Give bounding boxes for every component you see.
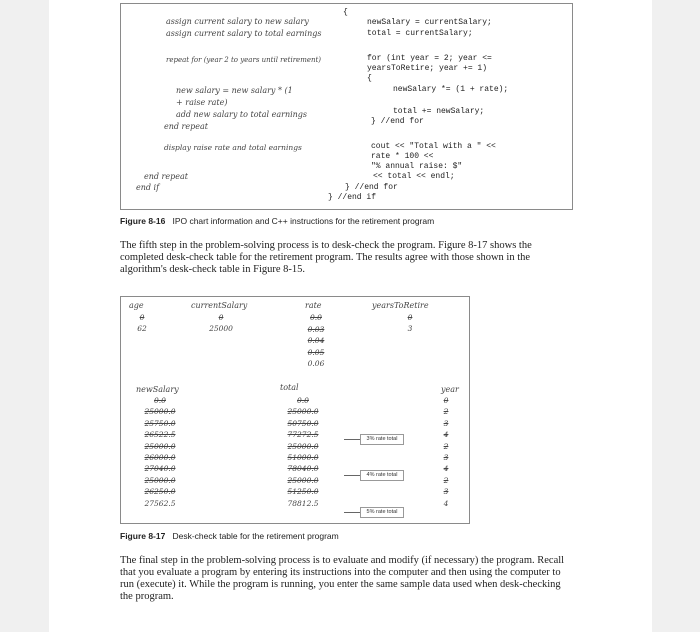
textbook-page bbox=[49, 0, 652, 632]
table-cell-newSalary: 25000.0 bbox=[144, 441, 176, 451]
code-line: for (int year = 2; year <= bbox=[367, 54, 492, 63]
table-cell-total: 78812.5 bbox=[287, 498, 319, 508]
body-paragraph: The final step in the problem-solving process is to evaluate and modify (if necessary) the program. Recall that you evaluate a program by entering its instructions into the computer and then using the computer to run (execute) it. While the program is running, you enter the same sample data used when desk-checking the program. bbox=[120, 555, 565, 602]
algorithm-line: new salary = new salary * (1 bbox=[176, 86, 293, 95]
table-cell-age: 0 bbox=[139, 313, 145, 322]
figure-caption bbox=[120, 531, 339, 541]
table-cell-newSalary: 26250.0 bbox=[144, 487, 176, 497]
code-line: rate * 100 << bbox=[371, 152, 434, 161]
table-cell-currentSalary: 0 bbox=[218, 313, 224, 322]
column-header: age bbox=[129, 301, 144, 310]
note-label: 3% rate total bbox=[360, 434, 404, 445]
table-cell-total: 25000.0 bbox=[287, 441, 319, 451]
table-cell-newSalary: 25000.0 bbox=[144, 475, 176, 485]
table-cell-year: 3 bbox=[443, 487, 449, 497]
figure-label: Figure 8-17 bbox=[120, 531, 166, 541]
table-cell-rate: 0.03 bbox=[307, 324, 325, 334]
table-cell-total: 0.0 bbox=[297, 396, 309, 405]
body-paragraph: The fifth step in the problem-solving process is to desk-check the program. Figure 8-17 shows the completed desk-check table for the retirement program. The results agree with those shown in the algorithm's desk-check table in Figure 8-15. bbox=[120, 240, 532, 275]
table-cell-total: 77272.5 bbox=[287, 430, 319, 440]
table-cell-currentSalary: 25000 bbox=[209, 324, 233, 333]
table-cell-rate: 0.05 bbox=[307, 347, 325, 357]
table-cell-year: 4 bbox=[443, 430, 449, 440]
code-line: cout << "Total with a " << bbox=[371, 142, 496, 151]
code-line: << total << endl; bbox=[373, 172, 455, 181]
table-cell-year: 2 bbox=[443, 475, 449, 485]
table-cell-year: 2 bbox=[443, 441, 449, 451]
code-line: newSalary = currentSalary; bbox=[367, 18, 492, 27]
code-line: } //end for bbox=[371, 117, 424, 126]
note-connector bbox=[344, 475, 360, 476]
ipo-chart-box bbox=[120, 3, 573, 210]
algorithm-line: assign current salary to new salary bbox=[166, 17, 309, 26]
table-cell-year: 3 bbox=[443, 453, 449, 462]
code-line: total += newSalary; bbox=[393, 107, 485, 116]
column-header: year bbox=[441, 385, 459, 394]
algorithm-line: add new salary to total earnings bbox=[176, 110, 308, 119]
note-connector bbox=[344, 439, 360, 440]
table-cell-year: 4 bbox=[443, 498, 449, 508]
table-cell-newSalary: 27040.0 bbox=[144, 464, 176, 474]
table-cell-newSalary: 25750.0 bbox=[144, 418, 176, 428]
column-header: rate bbox=[305, 301, 322, 310]
table-cell-total: 78040.0 bbox=[287, 464, 319, 474]
table-cell-total: 25000.0 bbox=[287, 475, 319, 485]
figure-caption-text: Desk-check table for the retirement program bbox=[172, 531, 339, 541]
table-cell-newSalary: 26522.5 bbox=[144, 430, 176, 440]
algorithm-line: repeat for (year 2 to years until retirement) bbox=[166, 56, 322, 64]
table-cell-rate: 0.04 bbox=[307, 336, 325, 345]
table-cell-total: 51250.0 bbox=[287, 487, 319, 497]
code-line: newSalary *= (1 + rate); bbox=[393, 85, 509, 94]
table-cell-age: 62 bbox=[137, 324, 147, 333]
note-label: 4% rate total bbox=[360, 470, 404, 481]
column-header: total bbox=[280, 383, 299, 392]
note-label: 5% rate total bbox=[360, 507, 404, 518]
algorithm-line: end if bbox=[136, 183, 160, 192]
column-header: currentSalary bbox=[191, 301, 248, 310]
table-cell-yearsToRetire: 0 bbox=[407, 313, 413, 322]
desk-check-table bbox=[120, 296, 470, 524]
code-line: total = currentSalary; bbox=[367, 29, 473, 38]
table-cell-year: 4 bbox=[443, 464, 449, 474]
figure-caption-text: IPO chart information and C++ instructions for the retirement program bbox=[172, 216, 435, 226]
table-cell-newSalary: 0.0 bbox=[154, 396, 166, 405]
table-cell-total: 50750.0 bbox=[287, 418, 319, 428]
column-header: newSalary bbox=[136, 385, 179, 394]
table-cell-newSalary: 26000.0 bbox=[144, 453, 176, 462]
code-line: yearsToRetire; year += 1) bbox=[367, 64, 488, 73]
figure-caption bbox=[120, 216, 434, 226]
table-cell-year: 2 bbox=[443, 407, 449, 417]
table-cell-yearsToRetire: 3 bbox=[407, 324, 413, 333]
code-line: } //end if bbox=[328, 193, 377, 202]
code-line: } //end for bbox=[345, 183, 398, 192]
algorithm-line: end repeat bbox=[164, 122, 208, 131]
algorithm-line: display raise rate and total earnings bbox=[164, 143, 302, 152]
code-line: { bbox=[367, 74, 372, 83]
code-line: { bbox=[343, 8, 348, 17]
table-cell-rate: 0.06 bbox=[307, 359, 325, 368]
figure-label: Figure 8-16 bbox=[120, 216, 166, 226]
table-cell-rate: 0.0 bbox=[310, 313, 322, 322]
algorithm-line: end repeat bbox=[144, 172, 188, 181]
note-connector bbox=[344, 512, 360, 513]
table-cell-total: 51000.0 bbox=[287, 453, 319, 462]
algorithm-line: + raise rate) bbox=[176, 98, 228, 107]
table-cell-newSalary: 25000.0 bbox=[144, 407, 176, 417]
table-cell-total: 25000.0 bbox=[287, 407, 319, 417]
code-line: "% annual raise: $" bbox=[371, 162, 463, 171]
table-cell-newSalary: 27562.5 bbox=[144, 498, 176, 508]
column-header: yearsToRetire bbox=[372, 301, 429, 310]
table-cell-year: 0 bbox=[443, 396, 449, 405]
table-cell-year: 3 bbox=[443, 418, 449, 428]
algorithm-line: assign current salary to total earnings bbox=[166, 29, 322, 38]
